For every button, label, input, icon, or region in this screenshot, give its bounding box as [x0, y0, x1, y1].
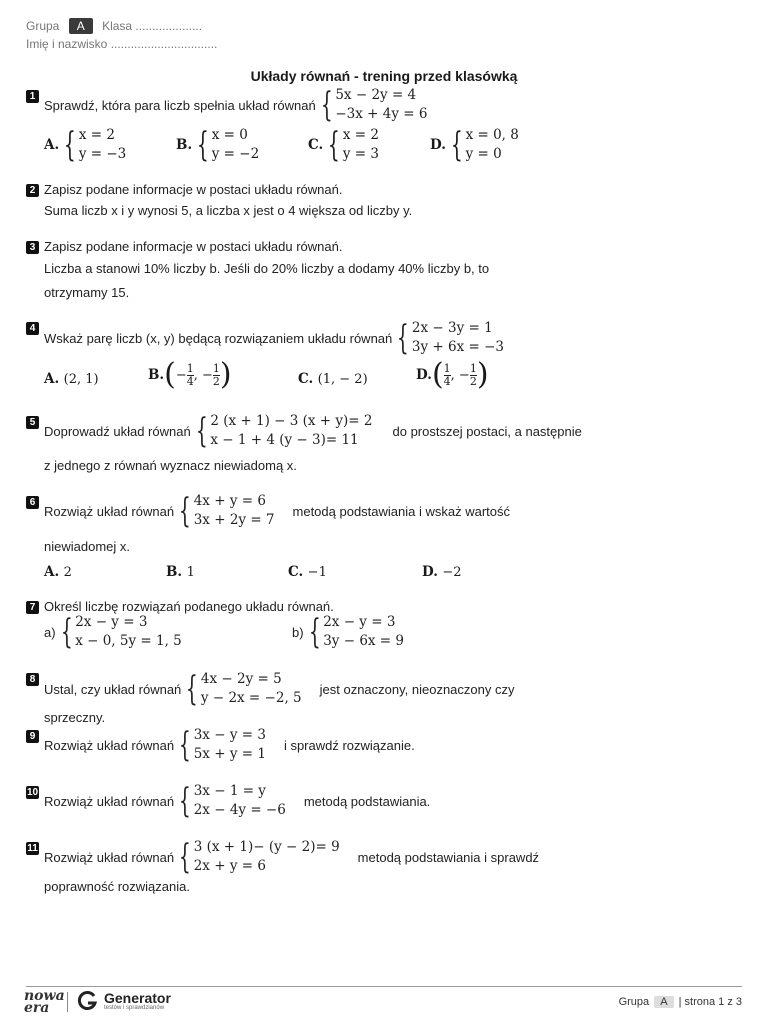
option-label: A.: [44, 371, 60, 387]
generator-logo-subtext: testów i sprawdzianów: [104, 1005, 165, 1011]
equation: 5x + y = 1: [193, 746, 266, 762]
equation: 4x − 2y = 5: [200, 671, 282, 687]
equation: x = 2: [342, 127, 379, 143]
task-text: Rozwiąż układ równań: [44, 793, 175, 809]
option-value: (2, 1): [63, 372, 99, 387]
task-8: [44, 670, 515, 708]
equation: x = 2: [78, 127, 115, 143]
answer-option-c: [298, 370, 368, 388]
task-text: i sprawdź rozwiązanie.: [283, 737, 415, 753]
option-value: −1: [307, 565, 327, 580]
task-text: Sprawdź, która para liczb spełnia układ równań: [44, 97, 316, 113]
equation: 2x − 4y = −6: [193, 802, 286, 818]
page-title: Układy równań - trening przed klasówką: [250, 68, 518, 84]
equation: x − 0, 5y = 1, 5: [75, 633, 182, 649]
task-5: [44, 412, 582, 450]
answer-option-a: [44, 370, 99, 388]
equation: x = 0, 8: [465, 127, 519, 143]
generator-logo-text: Generator: [104, 990, 171, 1006]
answer-option-b: B. { x = 0 y = −2: [176, 125, 260, 165]
task-1: [44, 86, 427, 124]
subtask-label: b): [292, 624, 304, 640]
task-9: [44, 726, 415, 764]
option-label: B.: [148, 367, 165, 383]
task-text: niewiadomej x.: [44, 539, 130, 554]
task-text: Rozwiąż układ równań: [44, 737, 175, 753]
task-number: 1: [26, 90, 39, 103]
task-text: metodą podstawiania.: [303, 793, 431, 809]
denominator: 4: [186, 374, 194, 388]
group-label: Grupa: [26, 19, 60, 33]
equation-system: { 2 (x + 1) − 3 (x + y)= 2 x − 1 + 4 (y − 3)= 11: [195, 411, 373, 451]
answer-option-d: D. ( $\frac{1}{4}$ , − $\frac{1}{2}$ ): [416, 357, 489, 392]
subtask-label: a): [44, 624, 56, 640]
equation-system: { 5x − 2y = 4 −3x + 4y = 6: [320, 85, 428, 125]
subtask-b: b) { 2x − y = 3 3y − 6x = 9: [292, 612, 404, 652]
option-label: C.: [308, 137, 324, 153]
equation: −3x + 4y = 6: [335, 106, 428, 122]
equation-system: { 4x + y = 6 3x + 2y = 7: [178, 491, 275, 531]
answer-option-b: B. ( − $\frac{1}{4}$ , − $\frac{1}{2}$ ): [148, 357, 232, 392]
option-value: −2: [442, 565, 462, 580]
task-4: [44, 319, 504, 357]
equation-system: { 3 (x + 1)− (y − 2)= 9 2x + y = 6: [178, 837, 340, 877]
task-text: Wskaż parę liczb (x, y) będącą rozwiązaniem układu równań: [44, 330, 393, 346]
equation: y = −3: [78, 146, 127, 162]
option-value: 2: [63, 565, 72, 580]
equation: y = −2: [211, 146, 260, 162]
task-text: metodą podstawiania i wskaż wartość: [292, 503, 511, 519]
task-number: 10: [27, 787, 39, 798]
task-text: do prostszej postaci, a następnie: [392, 423, 582, 439]
option-label: C.: [288, 564, 304, 580]
task-number: 9: [26, 730, 39, 743]
task-text: jest oznaczony, nieoznaczony czy: [319, 681, 515, 697]
equation: y = 3: [342, 146, 379, 162]
equation: 3y − 6x = 9: [323, 633, 404, 649]
option-label: C.: [298, 371, 314, 387]
task-6: [44, 492, 510, 530]
equation: 3 (x + 1)− (y − 2)= 9: [193, 839, 340, 855]
equation-system: { 2x − 3y = 1 3y + 6x = −3: [397, 318, 505, 358]
option-label: B.: [166, 564, 183, 580]
denominator: 2: [469, 374, 477, 388]
name-field: Imię i nazwisko ................................: [26, 37, 218, 51]
answer-option-a: A. { x = 2 y = −3: [44, 125, 127, 165]
task-number: 6: [26, 496, 39, 509]
answer-option-d: [422, 563, 462, 581]
task-number: 11: [27, 843, 38, 854]
equation: y = 0: [465, 146, 502, 162]
task-number: 2: [26, 184, 39, 197]
task-number: 3: [26, 241, 39, 254]
task-text: Suma liczb x i y wynosi 5, a liczba x jest o 4 większa od liczby y.: [44, 203, 413, 218]
equation: 5x − 2y = 4: [335, 87, 417, 103]
class-field: Klasa ....................: [102, 19, 203, 33]
task-text: otrzymamy 15.: [44, 285, 130, 300]
equation: 3x − y = 3: [193, 727, 266, 743]
nowa-era-logo: [24, 990, 65, 1014]
equation: x = 0: [211, 127, 248, 143]
option-label: D.: [416, 367, 432, 383]
task-text: sprzeczny.: [44, 710, 106, 725]
equation: 2x − y = 3: [75, 614, 148, 630]
answer-option-c: [288, 563, 327, 581]
answer-option-d: D. { x = 0, 8 y = 0: [430, 125, 519, 165]
page-number: | strona 1 z 3: [678, 996, 742, 1008]
equation-system: { 3x − y = 3 5x + y = 1: [178, 725, 266, 765]
equation: 2x − 3y = 1: [411, 320, 493, 336]
option-label: A.: [44, 137, 60, 153]
group-badge: A: [69, 18, 93, 34]
footer-group-label: Grupa: [618, 996, 650, 1008]
task-number: 7: [26, 601, 39, 614]
task-number: 8: [26, 673, 39, 686]
answer-option-c: C. { x = 2 y = 3: [308, 125, 379, 165]
task-text: Rozwiąż układ równań: [44, 503, 175, 519]
task-text: Ustal, czy układ równań: [44, 681, 182, 697]
option-label: B.: [176, 137, 193, 153]
equation-system: { 3x − 1 = y 2x − 4y = −6: [178, 781, 286, 821]
task-text: Zapisz podane informacje w postaci układu równań.: [44, 239, 343, 254]
equation: 2x − y = 3: [323, 614, 396, 630]
option-value: 1: [186, 565, 195, 580]
task-text: Liczba a stanowi 10% liczby b. Jeśli do 20% liczby a dodamy 40% liczby b, to: [44, 261, 490, 276]
option-value: (1, − 2): [317, 372, 368, 387]
option-label: D.: [422, 564, 438, 580]
logo-text: era: [24, 1000, 50, 1016]
logo-divider: [67, 992, 68, 1012]
task-number: 5: [26, 416, 39, 429]
header-group-row: [26, 18, 202, 34]
equation: 4x + y = 6: [193, 493, 266, 509]
equation: 3y + 6x = −3: [411, 339, 505, 355]
option-label: A.: [44, 564, 60, 580]
logo-text: nowa: [24, 988, 65, 1004]
task-text: Rozwiąż układ równań: [44, 849, 175, 865]
answer-option-a: [44, 563, 72, 581]
task-11: [44, 838, 539, 876]
equation: 3x + 2y = 7: [193, 512, 275, 528]
numerator: 1: [443, 361, 451, 375]
equation: 2 (x + 1) − 3 (x + y)= 2: [210, 413, 373, 429]
footer-divider: [26, 986, 742, 987]
numerator: 1: [469, 361, 477, 375]
numerator: 1: [212, 361, 220, 375]
task-text: metodą podstawiania i sprawdź: [357, 849, 540, 865]
answer-option-b: [166, 563, 195, 581]
footer-group-badge: A: [654, 996, 673, 1008]
task-text: Zapisz podane informacje w postaci układu równań.: [44, 182, 343, 197]
task-text: Doprowadź układ równań: [44, 423, 191, 439]
task-text: z jednego z równań wyznacz niewiadomą x.: [44, 458, 297, 473]
equation: y − 2x = −2, 5: [200, 690, 302, 706]
equation: 2x + y = 6: [193, 858, 266, 874]
subtask-a: a) { 2x − y = 3 x − 0, 5y = 1, 5: [44, 612, 182, 652]
task-number: 4: [26, 322, 39, 335]
equation: x − 1 + 4 (y − 3)= 11: [210, 432, 359, 448]
numerator: 1: [186, 361, 194, 375]
option-label: D.: [430, 137, 446, 153]
generator-g-icon: [76, 990, 98, 1012]
denominator: 4: [443, 374, 451, 388]
task-text: poprawność rozwiązania.: [44, 879, 190, 894]
equation: 3x − 1 = y: [193, 783, 266, 799]
task-10: [44, 782, 430, 820]
denominator: 2: [212, 374, 220, 388]
task-text: Określ liczbę rozwiązań podanego układu równań.: [44, 599, 334, 614]
equation-system: { 4x − 2y = 5 y − 2x = −2, 5: [186, 669, 302, 709]
page-info: [619, 996, 742, 1008]
